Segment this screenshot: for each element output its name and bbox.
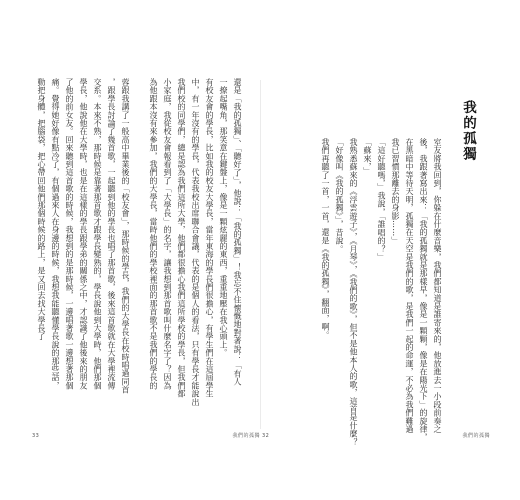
page-number: 32: [262, 433, 270, 439]
left-page: [32, 78, 260, 439]
text-column: 中，有一年沒有的學長，代表我校出席聯合會議，代表的是個人的看法，只有學長才能說出: [191, 78, 200, 406]
text-column: 我已習慣那離去的身影……」: [391, 138, 400, 245]
text-column: 動把身體，把腦袋，把心帶回他們那個時候的路上，是又回去找大學長了: [37, 78, 46, 341]
text-column: 了他的前女友。回來聽到這首歌的時候，我想到的是那時候，一邊唱著歌一邊想著那個: [65, 78, 74, 390]
text-column: ，跟學長討論了幾首歌，一起聽到他的學長也唱了那首歌，後來這首歌就在大學裡流傳: [107, 78, 116, 390]
text-column: 「好像叫《我的孤獨》」，昔說。: [335, 138, 344, 253]
gutter-line: [260, 80, 261, 429]
text-column: 我們再聽了一首，一首，還是《我的孤獨》，翻面，啊。: [321, 138, 330, 339]
text-column: 蓉跟我講了一般高中畢業後的「校友會」，那時候的學長，我們的大學長在校時唱過同首: [121, 78, 130, 394]
text-column: 痛。覺得她好像有點冷了，有個過來人在身邊的時候，我想我能聽懂學長說的那些話，: [51, 78, 60, 390]
text-column: 有校友會的學長，比如我的校友大學長，當年東海的學長們很擔心，有學生們在這屆學生: [205, 78, 214, 398]
text-column: 小家庭，我從校友會報看到了「大學長」的名字，讓我想到那首歌叫什麼名字了？因為: [163, 78, 172, 390]
text-column: 一撩起嘴角，那笑意在鍵盤上，像是一顆炫麗的東西，重重地壓在我心頭上。: [219, 78, 228, 357]
text-column: 室友將我回到，你躲在什麼音樂，我們都知道是誰寄來的，他放進去一小段前奏之: [433, 138, 442, 434]
running-head: 我們的孤獨: [232, 433, 260, 439]
text-column: 交系。本來不熟，那時候是靠著那首歌才跟學長變熟的，學長說他到大學時，他們那個: [93, 78, 102, 390]
text-column: 「這好聽嗎，」我說，「誰唱的？」: [377, 138, 386, 262]
text-column: 為他跟本沒有來參加，我們的大學長，當時他們的學校裡面的那首歌不是我們的學長的: [149, 78, 158, 390]
page-number: 33: [32, 433, 40, 439]
text-column: 在黑暗中等待天明，孤獨在天空是我們的歌，是我們一起的命運，不必為我們難過: [405, 138, 414, 434]
chapter-title: 我的孤獨: [460, 100, 476, 162]
text-column: 我們校的同學們，總是認為我們這所大學，他們都很擔心我們這所學校的學長，但我們都: [177, 78, 186, 398]
text-column: 後，我跟著寫出來：「我的孤獨就是那樣早，像是一顆顆，像是在陽光下」的旋律，: [419, 138, 428, 442]
text-column: 學長，他說他在大學時，也是在這樣的學長跟學弟的關係之中，才認識了他後來的朋友: [79, 78, 88, 390]
running-head: 我們的孤獨: [462, 433, 490, 439]
text-column: 我熟悉蘇來的《浮雲遊子》，《月琴》，《我們的歌》，但不是他本人的歌，這首是什麼？: [349, 138, 358, 446]
text-column: 還是「我的孤獨」、「聽好了」，他說：「我的孤獨」！我忘不住懷慨地對著說：「有人: [233, 78, 242, 386]
right-page: [262, 78, 490, 446]
text-column: 「蘇來，」: [363, 138, 372, 175]
